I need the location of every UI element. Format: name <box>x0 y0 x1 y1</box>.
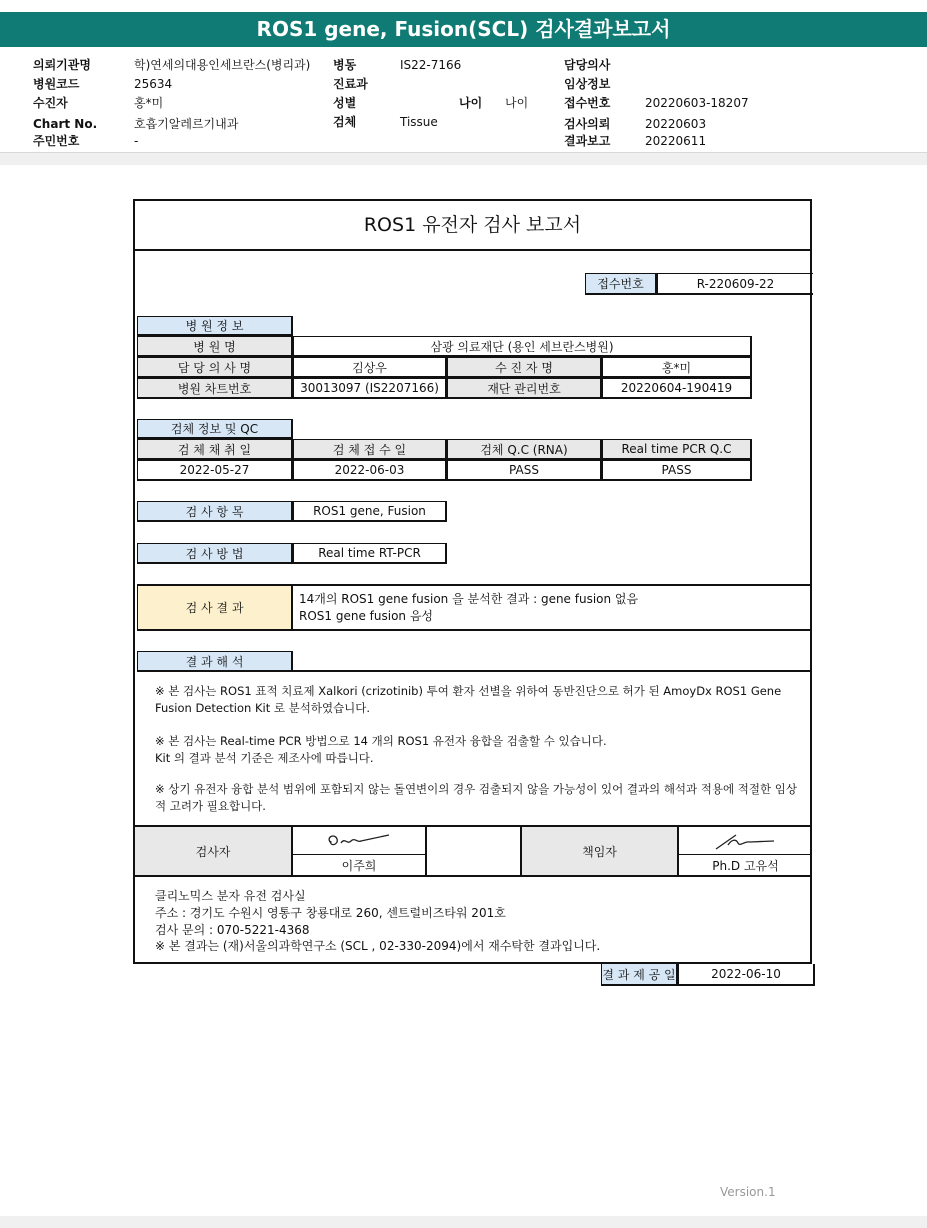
specimen-section-label: 검체 정보 및 QC <box>137 419 293 439</box>
report-title: ROS1 유전자 검사 보고서 <box>135 201 810 251</box>
responsible-signature-icon <box>706 829 786 853</box>
interpretation-p1a: ※ 본 검사는 ROS1 표적 치료제 Xalkori (crizotinib) 투여 환자 선별을 위하여 동반진단으로 허가 된 AmoyDx ROS1 Gene <box>155 684 782 698</box>
spec-header-collect: 검 체 채 취 일 <box>137 439 293 460</box>
spec-header-qc-rna: 검체 Q.C (RNA) <box>447 439 602 460</box>
result-line-2: ROS1 gene fusion 음성 <box>299 609 434 623</box>
institution-value: 학)연세의대용인세브란스(병리과) <box>134 58 311 72</box>
receipt-label: 접수번호 <box>585 273 657 295</box>
hospital-code-value: 25634 <box>134 77 173 91</box>
tester-signature-cell <box>293 827 427 855</box>
request-date-value: 20220603 <box>645 117 707 131</box>
responsible-label: 책임자 <box>522 827 679 875</box>
patient-name-label: 수 진 자 명 <box>447 357 602 378</box>
hospital-code-label: 병원코드 <box>33 77 80 91</box>
patient-label: 수진자 <box>33 96 68 110</box>
receipt-no-value: 20220603-18207 <box>645 96 749 110</box>
doctor-label: 담 당 의 사 명 <box>137 357 293 378</box>
spec-receive-date: 2022-06-03 <box>293 460 447 481</box>
test-method-label: 검 사 방 법 <box>137 543 293 564</box>
blank-sign-cell <box>427 827 522 875</box>
result-top-rule <box>291 584 812 586</box>
report-date-value: 20220611 <box>645 134 707 148</box>
ward-value: IS22-7166 <box>400 58 462 72</box>
result-label: 검 사 결 과 <box>137 584 293 631</box>
responsible-name: Ph.D 고유석 <box>712 858 779 873</box>
ward-label: 병동 <box>333 58 357 72</box>
signature-bottom-rule <box>135 875 812 877</box>
header-separator <box>0 152 927 165</box>
bottom-separator <box>0 1216 927 1228</box>
spec-header-pcr-qc: Real time PCR Q.C <box>602 439 752 460</box>
attending-doctor-label: 담당의사 <box>564 58 611 72</box>
patient-name-value: 홍*미 <box>602 357 752 378</box>
interpretation-p2b: Kit 의 결과 분석 기준은 제조사에 따릅니다. <box>155 751 374 765</box>
chart-no-value: 호흡기알레르기내과 <box>134 117 239 131</box>
responsible-signature-cell <box>679 827 812 855</box>
report-header-title: ROS1 gene, Fusion(SCL) 검사결과보고서 <box>0 12 927 47</box>
provided-date-value: 2022-06-10 <box>678 964 815 986</box>
age-label: 나이 <box>459 96 483 110</box>
interpretation-p3a: ※ 상기 유전자 융합 분석 범위에 포함되지 않는 돌연변이의 경우 검출되지 않을 가능성이 있어 결과의 해석과 적용에 적절한 임상 <box>155 782 797 796</box>
chart-number-value: 30013097 (IS2207166) <box>293 378 447 399</box>
resident-no-label: 주민번호 <box>33 134 80 148</box>
tester-label: 검사자 <box>135 827 293 875</box>
clinical-info-label: 임상정보 <box>564 77 611 91</box>
sex-label: 성별 <box>333 96 357 110</box>
tester-name: 이주희 <box>293 855 427 875</box>
doctor-value: 김상우 <box>293 357 447 378</box>
receipt-no-label: 접수번호 <box>564 96 611 110</box>
version-label: Version.1 <box>720 1185 776 1199</box>
hospital-section-label: 병 원 정 보 <box>137 316 293 336</box>
provided-date-label: 결 과 제 공 일 <box>601 964 678 986</box>
specimen-label: 검체 <box>333 115 357 129</box>
chart-no-label: Chart No. <box>33 117 98 131</box>
tester-signature-icon <box>319 829 399 853</box>
spec-header-receive: 검 체 접 수 일 <box>293 439 447 460</box>
interpretation-label: 결 과 해 석 <box>137 651 293 672</box>
test-item-value: ROS1 gene, Fusion <box>293 501 447 522</box>
interpretation-p2a: ※ 본 검사는 Real-time PCR 방법으로 14 개의 ROS1 유전자 융합을 검출할 수 있습니다. <box>155 734 607 748</box>
request-date-label: 검사의뢰 <box>564 117 611 131</box>
result-line-1: 14개의 ROS1 gene fusion 을 분석한 결과 : gene fusion 없음 <box>299 592 639 606</box>
patient-value: 홍*미 <box>134 96 164 110</box>
spec-collect-date: 2022-05-27 <box>137 460 293 481</box>
footer-note: ※ 본 결과는 (재)서울의과학연구소 (SCL , 02-330-2094)에서 재수탁한 결과입니다. <box>155 939 601 953</box>
test-method-value: Real time RT-PCR <box>293 543 447 564</box>
specimen-value: Tissue <box>400 115 438 129</box>
spec-pcr-qc: PASS <box>602 460 752 481</box>
embedded-report <box>133 199 812 964</box>
footer-lab: 클리노믹스 분자 유전 검사실 <box>155 889 306 903</box>
test-item-label: 검 사 항 목 <box>137 501 293 522</box>
footer-address: 주소 : 경기도 수원시 영통구 창룡대로 260, 센트럴비즈타워 201호 <box>155 906 506 920</box>
age-value: 나이 <box>505 96 529 110</box>
resident-no-value: - <box>134 134 139 148</box>
mgmt-number-label: 재단 관리번호 <box>447 378 602 399</box>
interpretation-p1b: Fusion Detection Kit 로 분석하였습니다. <box>155 701 371 715</box>
footer-contact: 검사 문의 : 070-5221-4368 <box>155 923 310 937</box>
report-date-label: 결과보고 <box>564 134 611 148</box>
institution-label: 의뢰기관명 <box>33 58 91 72</box>
spec-qc-rna: PASS <box>447 460 602 481</box>
department-label: 진료과 <box>333 77 368 91</box>
mgmt-number-value: 20220604-190419 <box>602 378 752 399</box>
hospital-name-value: 삼광 의료재단 (용인 세브란스병원) <box>293 336 752 357</box>
receipt-value: R-220609-22 <box>657 273 813 295</box>
interpretation-top-rule <box>291 670 812 672</box>
hospital-name-label: 병 원 명 <box>137 336 293 357</box>
result-bottom-rule <box>291 629 812 631</box>
chart-number-label: 병원 차트번호 <box>137 378 293 399</box>
interpretation-p3b: 적 고려가 필요합니다. <box>155 799 266 813</box>
